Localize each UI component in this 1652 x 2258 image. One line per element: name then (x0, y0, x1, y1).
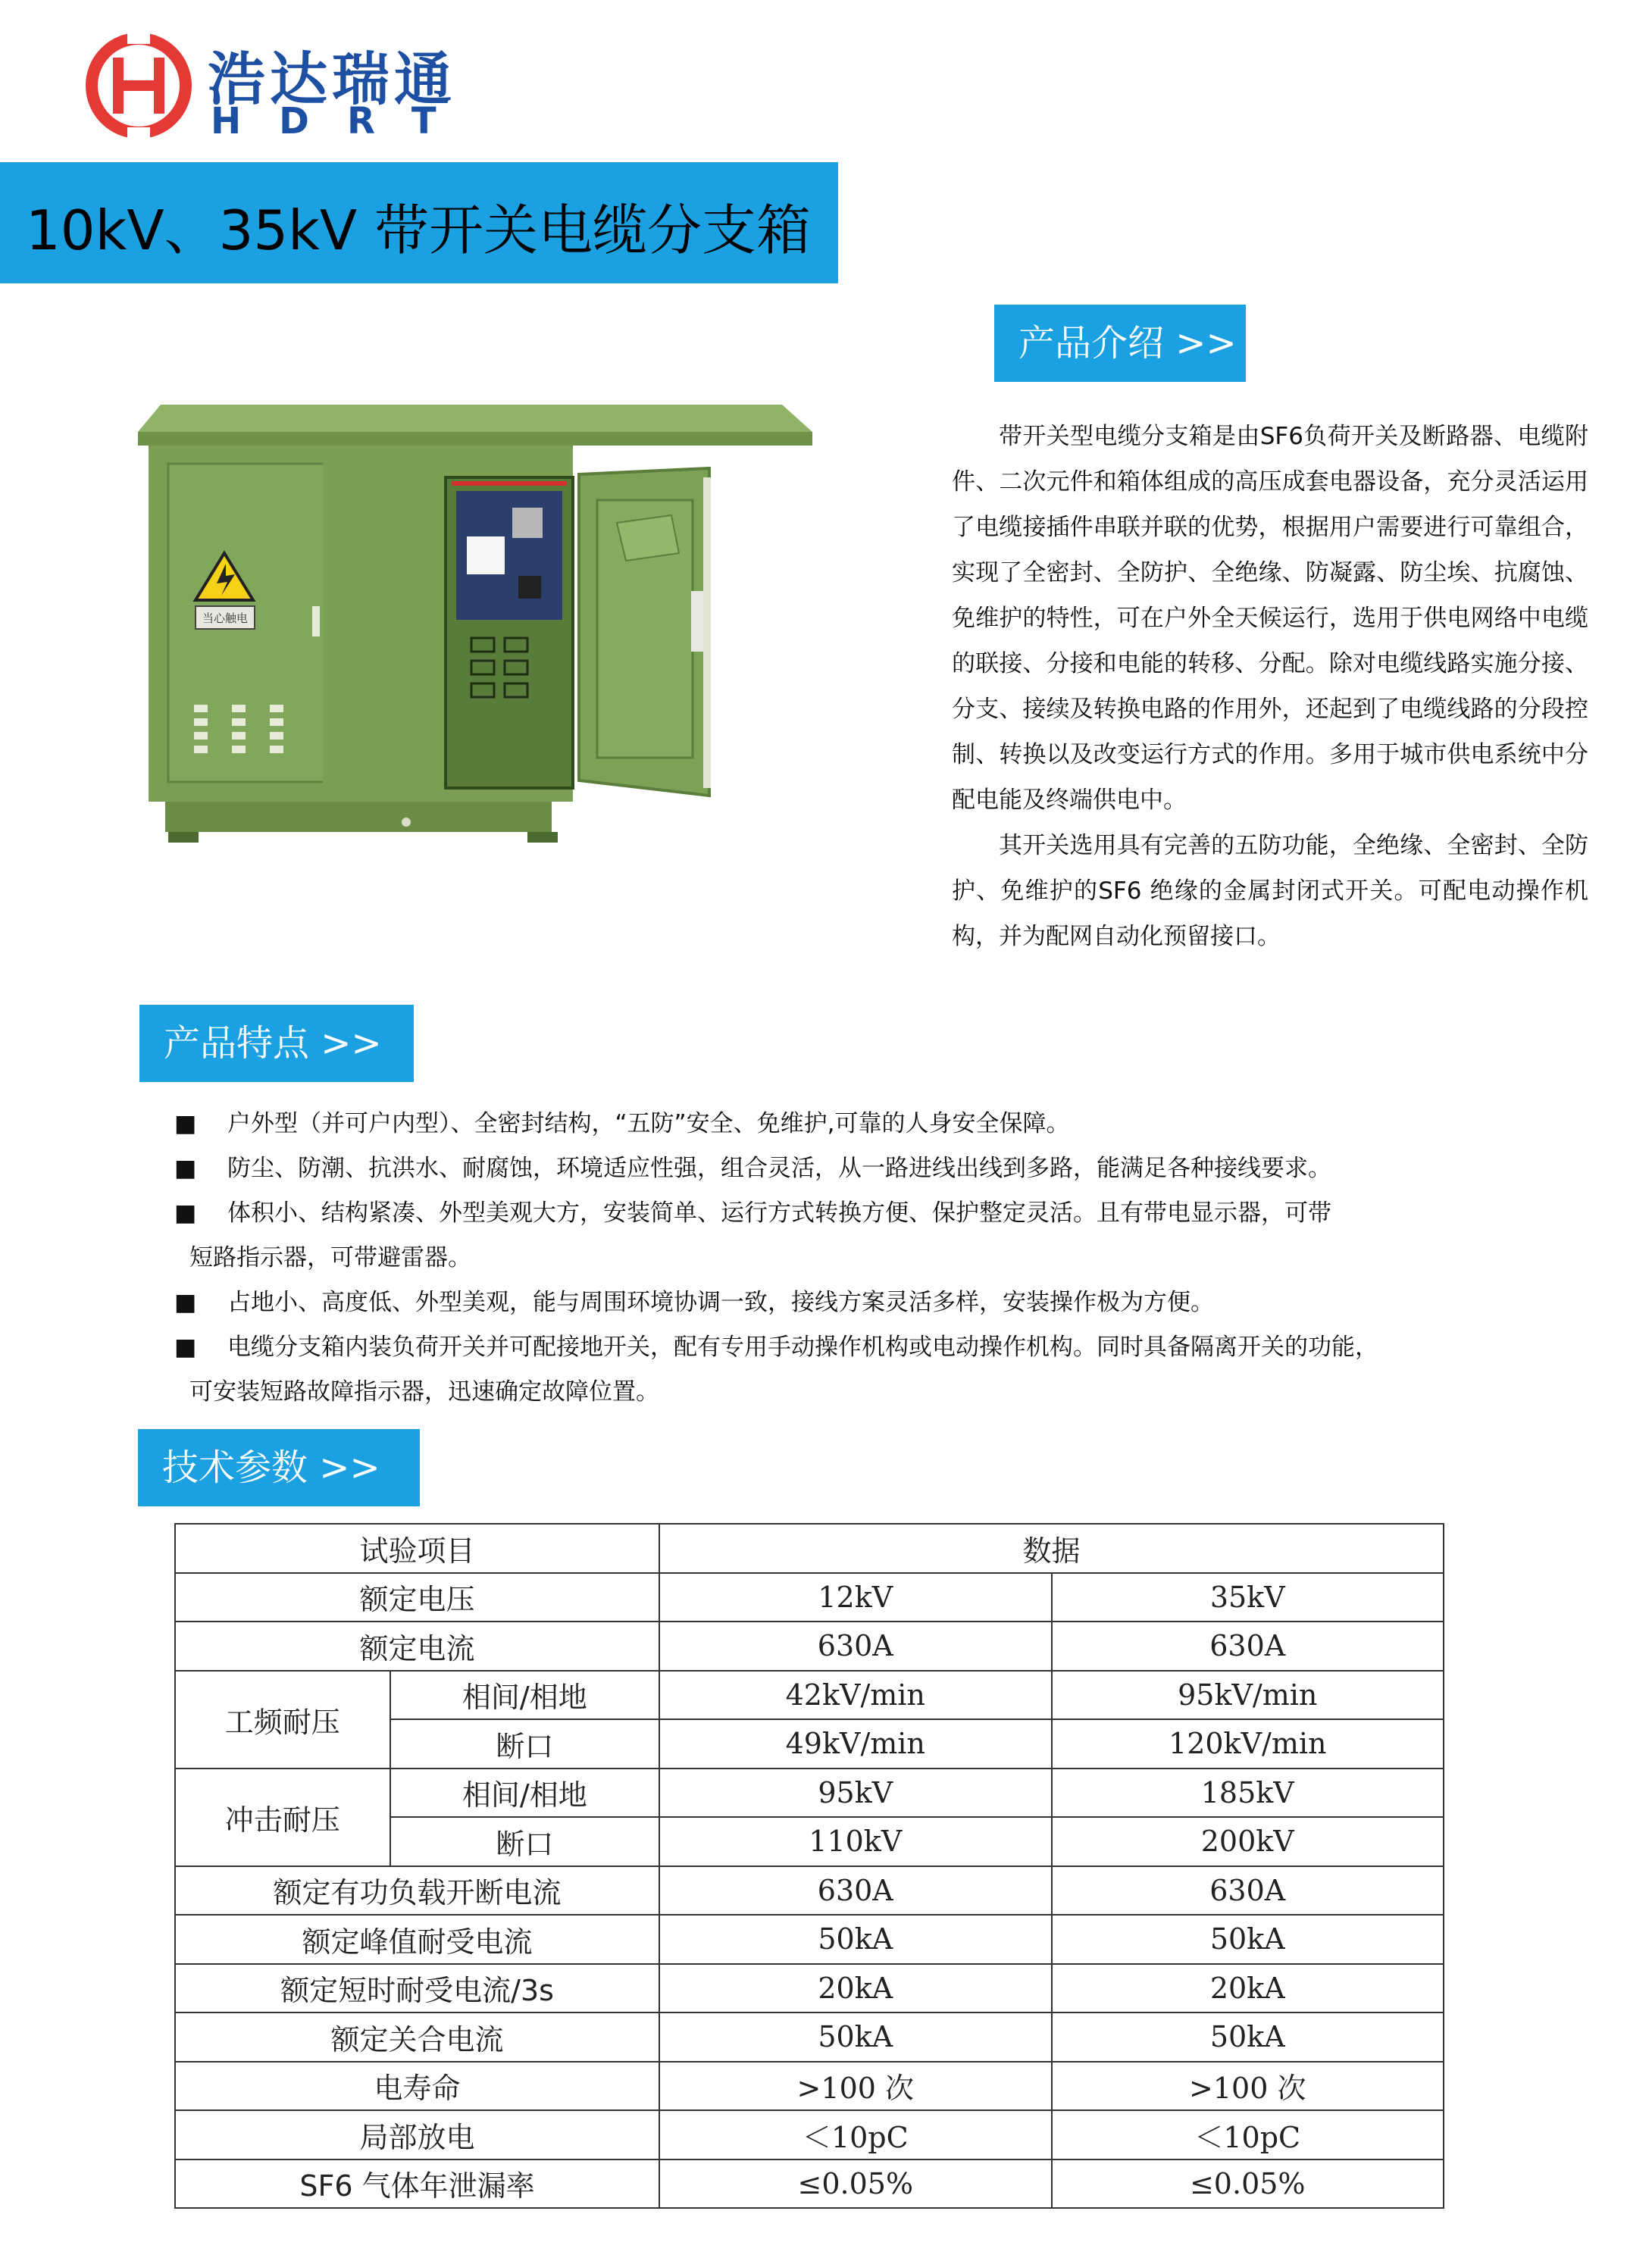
table-row: 局部放电 ＜10pC ＜10pC (175, 2110, 1444, 2159)
table-row: 断口 110kV 200kV (175, 1817, 1444, 1866)
table-row: 额定关合电流 50kA 50kA (175, 2012, 1444, 2062)
header-item: 试验项目 (175, 1524, 659, 1573)
intro-paragraph-1: 带开关型电缆分支箱是由SF6负荷开关及断路器、电缆附件、二次元件和箱体组成的高压成套电器设备，充分灵活运用了电缆接插件串联并联的优势，根据用户需要进行可靠组合，实现了全密封、全防护、全绝缘、防凝露、防尘埃、抗腐蚀、免维护的特性，可在户外全天候运行，选用于供电网络中电缆的联接、分接和电能的转移、分配。除对电缆线路实施分接、分支、接续及转换电路的作用外，还起到了电缆线路的分段控制、转换以及改变运行方式的作用。多用于城市供电系统中分配电能及终端供电中。 (952, 423, 1588, 814)
feature-item: ■ 体积小、结构紧凑、外型美观大方，安装简单、运行方式转换方便、保护整定灵活。且有带电显示器，可带 短路指示器，可带避雷器。 (174, 1191, 1538, 1281)
feature-continuation: 可安装短路故障指示器，迅速确定故障位置。 (189, 1378, 659, 1406)
hdrt-logo-mark-icon (82, 29, 196, 142)
warning-sign-text: 当心触电 (202, 611, 249, 625)
brand-name-en: HDRT (211, 100, 474, 142)
header-data: 数据 (659, 1524, 1444, 1573)
title-banner (0, 162, 838, 283)
bullet-square-icon: ■ (174, 1199, 197, 1227)
cable-branch-box-illustration (133, 402, 861, 856)
feature-continuation: 短路指示器，可带避雷器。 (189, 1244, 471, 1271)
table-row: 电寿命 >100 次 >100 次 (175, 2062, 1444, 2111)
table-header-row (175, 1524, 1444, 1573)
table-row: 额定有功负载开断电流 630A 630A (175, 1866, 1444, 1916)
bullet-square-icon: ■ (174, 1155, 197, 1182)
product-photo (133, 402, 861, 856)
feature-item: ■ 户外型（并可户内型）、全密封结构，“五防”安全、免维护,可靠的人身安全保障。 (174, 1102, 1538, 1146)
intro-paragraph-2: 其开关选用具有完善的五防功能，全绝缘、全密封、全防护、免维护的SF6 绝缘的金属封闭式开关。可配电动操作机构，并为配网自动化预留接口。 (952, 832, 1588, 950)
bullet-square-icon: ■ (174, 1110, 197, 1137)
table-row: 冲击耐压 相间/相地 95kV 185kV (175, 1769, 1444, 1818)
intro-text (952, 414, 1588, 959)
table-row: 额定峰值耐受电流 50kA 50kA (175, 1915, 1444, 1964)
brand-logo (82, 29, 476, 142)
brand-name-cn: 浩达瑞通 (208, 45, 456, 113)
feature-item: ■ 防尘、防潮、抗洪水、耐腐蚀，环境适应性强，组合灵活，从一路进线出线到多路，能满足各种接线要求。 (174, 1146, 1538, 1191)
section-tag-features: 产品特点 >> (139, 1005, 414, 1082)
bullet-square-icon: ■ (174, 1289, 197, 1316)
group-label: 冲击耐压 (175, 1769, 390, 1866)
table-row: 额定短时耐受电流/3s 20kA 20kA (175, 1964, 1444, 2013)
features-list (174, 1102, 1538, 1415)
section-tag-params: 技术参数 >> (138, 1429, 420, 1506)
table-row: 额定电压 12kV 35kV (175, 1573, 1444, 1622)
table-row: 额定电流 630A 630A (175, 1622, 1444, 1671)
table-row: 断口 49kV/min 120kV/min (175, 1719, 1444, 1769)
section-tag-intro: 产品介绍 >> (994, 305, 1246, 382)
feature-item: ■ 电缆分支箱内装负荷开关并可配接地开关，配有专用手动操作机构或电动操作机构。同时具备隔离开关的功能， 可安装短路故障指示器，迅速确定故障位置。 (174, 1325, 1538, 1415)
page-title: 10kV、35kV 带开关电缆分支箱 (26, 199, 812, 262)
table-row: 工频耐压 相间/相地 42kV/min 95kV/min (175, 1671, 1444, 1720)
technical-parameters-table (174, 1523, 1444, 2209)
group-label: 工频耐压 (175, 1671, 390, 1769)
table-row: SF6 气体年泄漏率 ≤0.05% ≤0.05% (175, 2159, 1444, 2209)
feature-item: ■ 占地小、高度低、外型美观，能与周围环境协调一致，接线方案灵活多样，安装操作极为方便。 (174, 1281, 1538, 1325)
bullet-square-icon: ■ (174, 1334, 197, 1361)
